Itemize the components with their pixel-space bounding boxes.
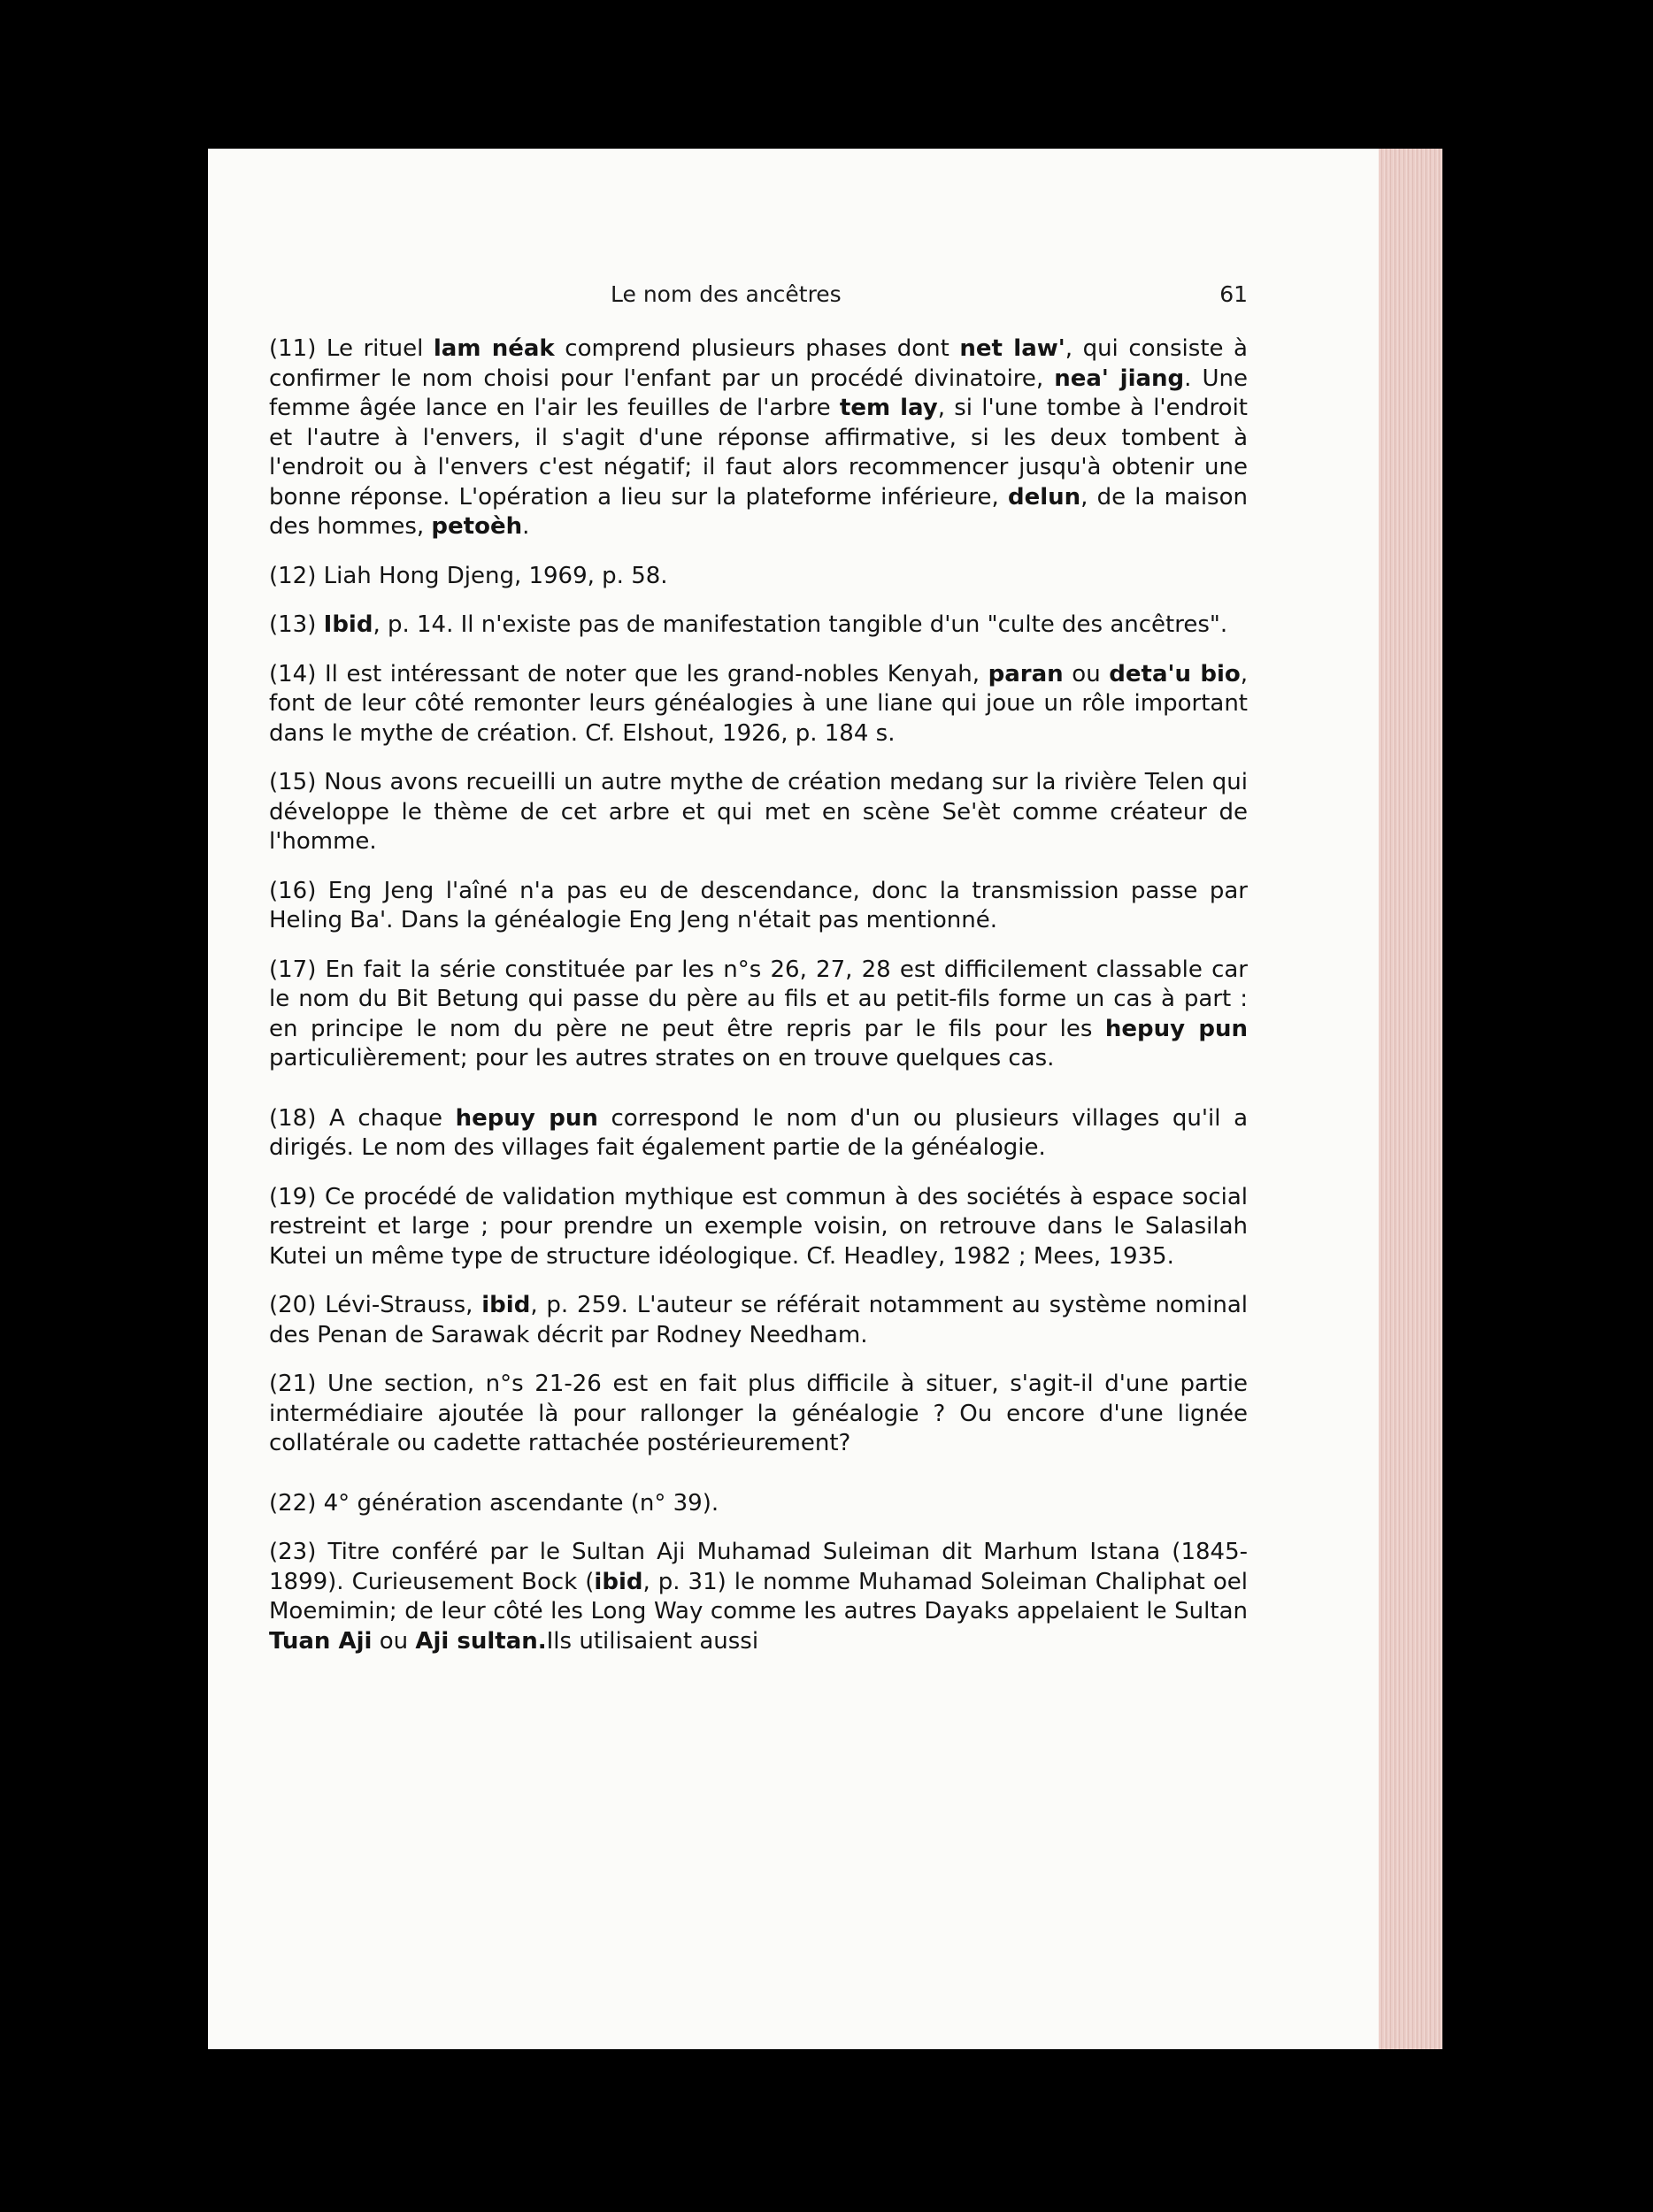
note-text: (22) 4° génération ascendante (n° 39). bbox=[269, 1489, 719, 1517]
page-number: 61 bbox=[1219, 281, 1248, 307]
bold-term: ibid bbox=[481, 1292, 531, 1318]
note-text: , qui consiste à confirmer le nom choisi pour l'enfant par un procédé divinatoire, bbox=[269, 335, 1248, 392]
note-21 bbox=[269, 1370, 1248, 1459]
bold-term: delun bbox=[1007, 483, 1081, 511]
bold-term: petoèh bbox=[431, 513, 523, 540]
note-text: . bbox=[522, 513, 530, 540]
note-text: , font de leur côté remonter leurs généalogies à une liane qui joue un rôle important dans le mythe de création. Cf. Elshout, 1926, p. 184 s. bbox=[269, 660, 1249, 747]
note-23 bbox=[269, 1538, 1248, 1656]
note-text: ou bbox=[372, 1627, 416, 1655]
note-text: (21) Une section, n°s 21-26 est en fait plus difficile à situer, s'agit-il d'une partie intermédiaire ajoutée là pour rallonger la généalogie ? Ou encore d'une lignée collatérale ou cadette rattachée postérieurement? bbox=[269, 1371, 1248, 1456]
note-text: ou bbox=[1063, 660, 1110, 687]
note-text: (18) A chaque bbox=[269, 1104, 456, 1132]
note-13 bbox=[269, 611, 1248, 641]
note-text: , p. 31) le nomme Muhamad Soleiman Chaliphat oel Moemimin; de leur côté les Long Way comme les autres Dayaks appelaient le Sultan bbox=[269, 1568, 1249, 1624]
running-head bbox=[265, 281, 1248, 317]
note-15 bbox=[269, 768, 1248, 857]
bold-term: tem lay bbox=[839, 395, 938, 421]
bold-term: Ibid bbox=[323, 611, 373, 638]
note-20 bbox=[269, 1291, 1248, 1350]
note-text: (19) Ce procédé de validation mythique est commun à des sociétés à espace social restreint et large ; pour prendre un exemple voisin, on retrouve dans le Salasilah Kutei un même type de structure idéologique. Cf. Headley, 1982 ; Mees, 1935. bbox=[269, 1183, 1248, 1270]
note-text: (12) Liah Hong Djeng, 1969, p. 58. bbox=[269, 562, 668, 589]
note-12 bbox=[269, 562, 1248, 592]
note-text: (13) bbox=[269, 611, 324, 638]
note-text: correspond le nom d'un ou plusieurs villages qu'il a dirigés. Le nom des villages fait également partie de la généalogie. bbox=[269, 1104, 1248, 1161]
note-text: (11) Le rituel bbox=[269, 335, 434, 362]
note-text: (17) En fait la série constituée par les n°s 26, 27, 28 est difficilement classable car le nom du Bit Betung qui passe du père au fils et au petit-fils forme un cas à part : en principe le nom du père ne peut être repris par le fils pour les bbox=[269, 956, 1248, 1042]
note-text: comprend plusieurs phases dont bbox=[554, 335, 960, 362]
note-text: (23) Titre conféré par le Sultan Aji Muhamad Suleiman dit Marhum Istana (1845-1899). Curieusement Bock ( bbox=[269, 1539, 1248, 1595]
note-text: (15) Nous avons recueilli un autre mythe de création medang sur la rivière Telen qui développe le thème de cet arbre et qui met en scène Se'èt comme créateur de l'homme. bbox=[269, 769, 1248, 855]
note-22 bbox=[269, 1489, 1248, 1519]
endnotes bbox=[269, 334, 1248, 1676]
page-edges bbox=[1379, 149, 1442, 2049]
bold-term: hepuy pun bbox=[455, 1104, 598, 1132]
note-19 bbox=[269, 1183, 1248, 1272]
note-18 bbox=[269, 1104, 1248, 1164]
bold-term: paran bbox=[988, 660, 1064, 687]
note-11 bbox=[269, 334, 1248, 542]
bold-term: deta'u bio bbox=[1109, 660, 1241, 687]
note-text: Ils utilisaient aussi bbox=[546, 1627, 759, 1655]
bold-term: Aji sultan. bbox=[415, 1627, 547, 1655]
bold-term: lam néak bbox=[433, 335, 555, 362]
note-text: (20) Lévi-Strauss, bbox=[269, 1292, 482, 1318]
note-text: (16) Eng Jeng l'aîné n'a pas eu de descendance, donc la transmission passe par Heling Ba'. Dans la généalogie Eng Jeng n'était pas mentionné. bbox=[269, 877, 1248, 933]
bold-term: Tuan Aji bbox=[269, 1627, 373, 1655]
bold-term: net law' bbox=[959, 335, 1065, 362]
note-16 bbox=[269, 877, 1248, 936]
bold-term: ibid bbox=[594, 1568, 643, 1595]
note-text: , p. 14. Il n'existe pas de manifestation tangible d'un "culte des ancêtres". bbox=[373, 611, 1228, 638]
running-head-title: Le nom des ancêtres bbox=[611, 281, 842, 307]
note-text: particulièrement; pour les autres strates on en trouve quelques cas. bbox=[269, 1045, 1055, 1071]
note-text: , p. 259. L'auteur se référait notamment au système nominal des Penan de Sarawak décrit par Rodney Needham. bbox=[269, 1292, 1248, 1348]
note-text: . Une femme âgée lance en l'air les feuilles de l'arbre bbox=[269, 365, 1248, 421]
note-text: , de la maison des hommes, bbox=[269, 483, 1248, 540]
note-14 bbox=[269, 660, 1248, 749]
bold-term: nea' jiang bbox=[1054, 365, 1185, 392]
note-17 bbox=[269, 956, 1248, 1074]
bold-term: hepuy pun bbox=[1104, 1015, 1248, 1042]
note-text: , si l'une tombe à l'endroit et l'autre à l'envers, il s'agit d'une réponse affirmative, si les deux tombent à l'endroit ou à l'envers c'est négatif; il faut alors recommencer jusqu'à obtenir une bonne réponse. L'opération a lieu sur la plateforme inférieure, bbox=[269, 395, 1249, 511]
note-text: (14) Il est intéressant de noter que les grand-nobles Kenyah, bbox=[269, 660, 988, 687]
